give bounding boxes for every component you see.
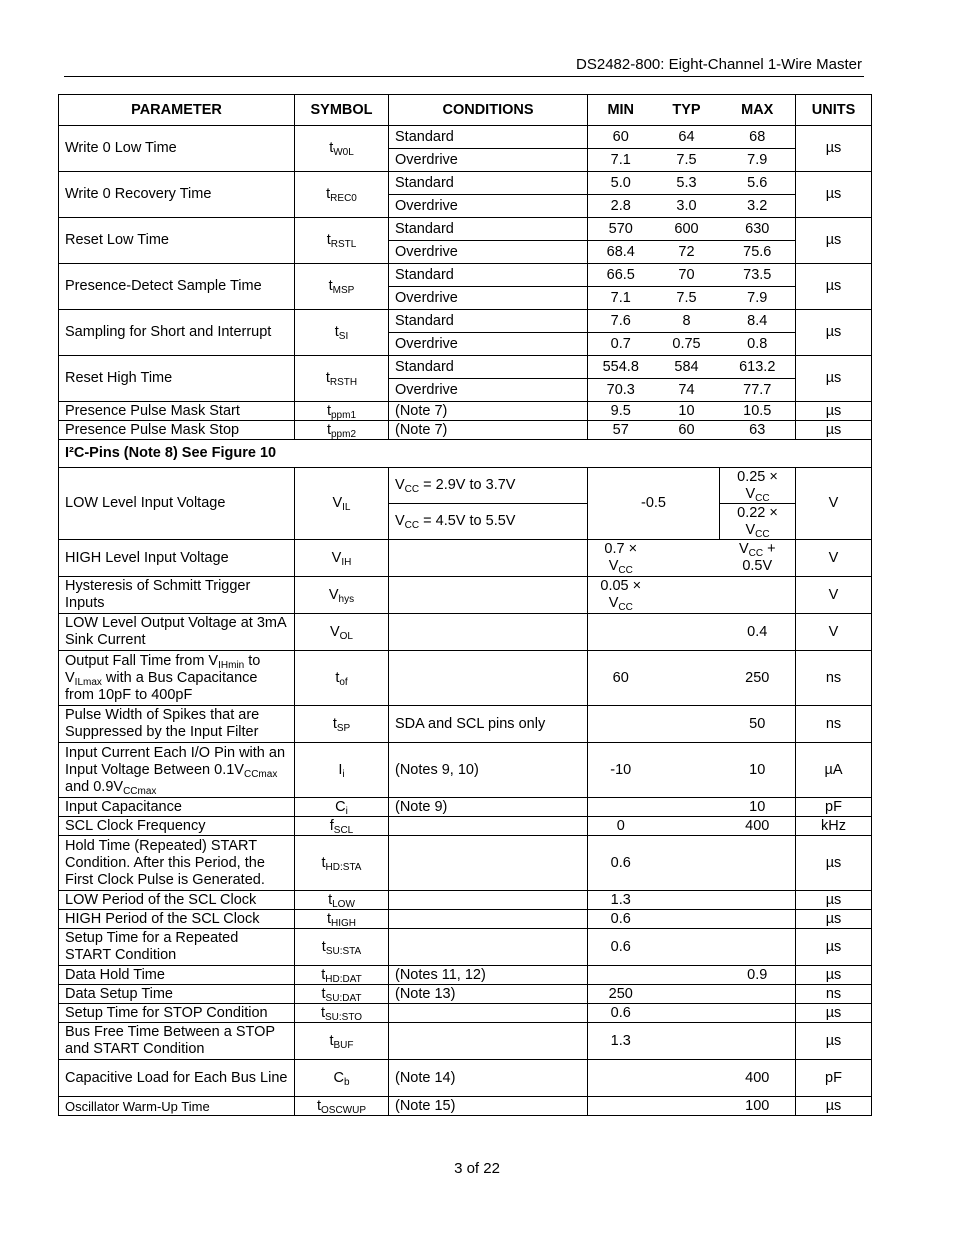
units-cell: µs: [796, 126, 872, 172]
param-cell: SCL Clock Frequency: [59, 817, 295, 836]
condition-cell: Standard: [389, 218, 588, 241]
max-cell: [720, 985, 796, 1004]
document-header-title: DS2482-800: Eight-Channel 1-Wire Master: [576, 56, 862, 73]
max-cell: 0.9: [720, 966, 796, 985]
param-cell: Sampling for Short and Interrupt: [59, 310, 295, 356]
min-cell: 66.5: [588, 264, 654, 287]
symbol-cell: $V_{hys}$: [295, 577, 389, 614]
condition-cell: Overdrive: [389, 333, 588, 356]
units-cell: µs: [796, 421, 872, 440]
min-cell: -0.5: [588, 468, 720, 540]
min-cell: 7.1: [588, 149, 654, 172]
min-cell: 0.7 × $V_{CC}$: [588, 540, 654, 577]
min-cell: 70.3: [588, 379, 654, 402]
condition-cell: (Note 14): [389, 1060, 588, 1097]
units-cell: pF: [796, 798, 872, 817]
typ-cell: [654, 910, 720, 929]
symbol-cell: $t_{MSP}$: [295, 264, 389, 310]
typ-cell: 3.0: [654, 195, 720, 218]
typ-cell: [654, 891, 720, 910]
min-cell: 5.0: [588, 172, 654, 195]
symbol-cell: $t_{REC0}$: [295, 172, 389, 218]
table-row: [59, 966, 872, 985]
typ-cell: 60: [654, 421, 720, 440]
typ-cell: 72: [654, 241, 720, 264]
condition-cell: $V_{CC} = 4.5V$ to 5.5V: [389, 504, 588, 540]
table-row: [59, 910, 872, 929]
min-cell: 554.8: [588, 356, 654, 379]
typ-cell: [654, 577, 720, 614]
max-cell: [720, 1023, 796, 1060]
param-cell: Write 0 Low Time: [59, 126, 295, 172]
symbol-cell: $t_{RSTL}$: [295, 218, 389, 264]
min-cell: 570: [588, 218, 654, 241]
header-max: MAX: [720, 95, 796, 126]
table-row: [59, 1004, 872, 1023]
table-row: [59, 577, 872, 614]
param-cell: LOW Level Input Voltage: [59, 468, 295, 540]
condition-cell: Standard: [389, 172, 588, 195]
condition-cell: Overdrive: [389, 241, 588, 264]
typ-cell: 70: [654, 264, 720, 287]
max-cell: 0.25 × $V_{CC}$: [720, 468, 796, 504]
symbol-cell: $t_{SP}$: [295, 706, 389, 743]
typ-cell: [654, 651, 720, 706]
condition-cell: Overdrive: [389, 379, 588, 402]
table-row: [59, 402, 872, 421]
max-cell: 400: [720, 1060, 796, 1097]
param-cell: Input Capacitance: [59, 798, 295, 817]
typ-cell: 64: [654, 126, 720, 149]
table-row: [59, 126, 872, 149]
max-cell: 100: [720, 1097, 796, 1116]
param-cell: Reset High Time: [59, 356, 295, 402]
units-cell: V: [796, 540, 872, 577]
condition-cell: (Notes 11, 12): [389, 966, 588, 985]
header-min: MIN: [588, 95, 654, 126]
condition-cell: $V_{CC} = 2.9V$ to 3.7V: [389, 468, 588, 504]
table-row: [59, 540, 872, 577]
max-cell: 400: [720, 817, 796, 836]
min-cell: 0.6: [588, 929, 654, 966]
units-cell: ns: [796, 651, 872, 706]
max-cell: 7.9: [720, 149, 796, 172]
typ-cell: 74: [654, 379, 720, 402]
min-cell: [588, 1097, 654, 1116]
param-cell: Capacitive Load for Each Bus Line: [59, 1060, 295, 1097]
symbol-cell: $t_{W0L}$: [295, 126, 389, 172]
param-cell: Bus Free Time Between a STOP and START Condition: [59, 1023, 295, 1060]
table-row: [59, 817, 872, 836]
symbol-cell: $V_{OL}$: [295, 614, 389, 651]
min-cell: 0.05 × $V_{CC}$: [588, 577, 654, 614]
condition-cell: (Note 7): [389, 402, 588, 421]
param-cell: HIGH Period of the SCL Clock: [59, 910, 295, 929]
typ-cell: [654, 1097, 720, 1116]
condition-cell: Overdrive: [389, 195, 588, 218]
typ-cell: 7.5: [654, 287, 720, 310]
symbol-cell: $t_{SU:STO}$: [295, 1004, 389, 1023]
condition-cell: Standard: [389, 126, 588, 149]
units-cell: µs: [796, 966, 872, 985]
max-cell: 8.4: [720, 310, 796, 333]
min-cell: 0.7: [588, 333, 654, 356]
units-cell: µs: [796, 172, 872, 218]
table-row: [59, 1023, 872, 1060]
units-cell: µs: [796, 1097, 872, 1116]
typ-cell: [654, 1004, 720, 1023]
header-parameter: PARAMETER: [59, 95, 295, 126]
min-cell: 2.8: [588, 195, 654, 218]
max-cell: [720, 577, 796, 614]
condition-cell: [389, 1004, 588, 1023]
condition-cell: (Note 13): [389, 985, 588, 1004]
min-cell: 7.6: [588, 310, 654, 333]
condition-cell: [389, 836, 588, 891]
condition-cell: [389, 910, 588, 929]
condition-cell: Standard: [389, 310, 588, 333]
min-cell: 1.3: [588, 891, 654, 910]
max-cell: 613.2: [720, 356, 796, 379]
table-row: [59, 421, 872, 440]
table-row: [59, 1097, 872, 1116]
table-row: [59, 706, 872, 743]
condition-cell: [389, 540, 588, 577]
header-symbol: SYMBOL: [295, 95, 389, 126]
condition-cell: [389, 929, 588, 966]
units-cell: V: [796, 614, 872, 651]
condition-cell: Overdrive: [389, 287, 588, 310]
typ-cell: 8: [654, 310, 720, 333]
units-cell: kHz: [796, 817, 872, 836]
param-cell: Hysteresis of Schmitt Trigger Inputs: [59, 577, 295, 614]
page-number: 3 of 22: [454, 1160, 500, 1177]
units-cell: µs: [796, 929, 872, 966]
param-cell: Presence-Detect Sample Time: [59, 264, 295, 310]
typ-cell: 10: [654, 402, 720, 421]
min-cell: 0: [588, 817, 654, 836]
max-cell: 63: [720, 421, 796, 440]
param-cell: LOW Period of the SCL Clock: [59, 891, 295, 910]
table-row: [59, 218, 872, 241]
header-conditions: CONDITIONS: [389, 95, 588, 126]
units-cell: µA: [796, 743, 872, 798]
symbol-cell: $V_{IH}$: [295, 540, 389, 577]
units-cell: µs: [796, 891, 872, 910]
units-cell: µs: [796, 910, 872, 929]
max-cell: [720, 1004, 796, 1023]
units-cell: ns: [796, 985, 872, 1004]
max-cell: 10.5: [720, 402, 796, 421]
condition-cell: (Note 9): [389, 798, 588, 817]
units-cell: µs: [796, 1004, 872, 1023]
units-cell: µs: [796, 1023, 872, 1060]
max-cell: 73.5: [720, 264, 796, 287]
table-row: [59, 310, 872, 333]
min-cell: [588, 798, 654, 817]
param-cell: Hold Time (Repeated) START Condition. After this Period, the First Clock Pulse is Generated.: [59, 836, 295, 891]
condition-cell: [389, 1023, 588, 1060]
param-cell: Presence Pulse Mask Stop: [59, 421, 295, 440]
typ-cell: [654, 1060, 720, 1097]
units-cell: V: [796, 577, 872, 614]
min-cell: 7.1: [588, 287, 654, 310]
max-cell: 10: [720, 798, 796, 817]
table-row: [59, 468, 872, 504]
param-cell: Data Setup Time: [59, 985, 295, 1004]
symbol-cell: $t_{HD:DAT}$: [295, 966, 389, 985]
typ-cell: [654, 985, 720, 1004]
symbol-cell: $V_{IL}$: [295, 468, 389, 540]
typ-cell: 584: [654, 356, 720, 379]
param-cell: Input Current Each I/O Pin with an Input Voltage Between $0.1V_{CCmax}$ and $0.9V_{CCmax}$: [59, 743, 295, 798]
electrical-characteristics-table: [58, 94, 872, 1116]
param-cell: Write 0 Recovery Time: [59, 172, 295, 218]
condition-cell: [389, 577, 588, 614]
min-cell: 0.6: [588, 1004, 654, 1023]
table-row: [59, 264, 872, 287]
symbol-cell: $t_{SU:STA}$: [295, 929, 389, 966]
typ-cell: [654, 1023, 720, 1060]
max-cell: [720, 910, 796, 929]
max-cell: 3.2: [720, 195, 796, 218]
max-cell: 68: [720, 126, 796, 149]
max-cell: 250: [720, 651, 796, 706]
param-cell: HIGH Level Input Voltage: [59, 540, 295, 577]
typ-cell: 5.3: [654, 172, 720, 195]
symbol-cell: $t_{HIGH}$: [295, 910, 389, 929]
table-row: [59, 356, 872, 379]
units-cell: µs: [796, 264, 872, 310]
max-cell: [720, 836, 796, 891]
param-cell: Setup Time for STOP Condition: [59, 1004, 295, 1023]
condition-cell: Overdrive: [389, 149, 588, 172]
table-row: [59, 891, 872, 910]
condition-cell: SDA and SCL pins only: [389, 706, 588, 743]
table-row: [59, 929, 872, 966]
table-row: [59, 798, 872, 817]
max-cell: $V_{CC}$ + 0.5V: [720, 540, 796, 577]
param-cell: Output Fall Time from $V_{IHmin}$ to $V_{ILmax}$ with a Bus Capacitance from 10pF to 400pF: [59, 651, 295, 706]
typ-cell: [654, 706, 720, 743]
table-row: [59, 1060, 872, 1097]
typ-cell: 7.5: [654, 149, 720, 172]
min-cell: -10: [588, 743, 654, 798]
symbol-cell: $t_{ppm2}$: [295, 421, 389, 440]
typ-cell: [654, 966, 720, 985]
max-cell: 7.9: [720, 287, 796, 310]
min-cell: [588, 706, 654, 743]
max-cell: [720, 929, 796, 966]
units-cell: µs: [796, 836, 872, 891]
table-row: [59, 651, 872, 706]
section-heading-i2c: I²C-Pins (Note 8) See Figure 10: [59, 440, 872, 468]
min-cell: 250: [588, 985, 654, 1004]
header-divider: [64, 76, 864, 77]
max-cell: 50: [720, 706, 796, 743]
condition-cell: [389, 817, 588, 836]
symbol-cell: $t_{HD:STA}$: [295, 836, 389, 891]
min-cell: 60: [588, 126, 654, 149]
units-cell: µs: [796, 356, 872, 402]
header-units: UNITS: [796, 95, 872, 126]
table-header-row: [59, 95, 872, 126]
typ-cell: [654, 817, 720, 836]
table-row: [59, 743, 872, 798]
param-cell: Oscillator Warm-Up Time: [59, 1097, 295, 1116]
param-cell: Data Hold Time: [59, 966, 295, 985]
min-cell: [588, 966, 654, 985]
condition-cell: Standard: [389, 264, 588, 287]
symbol-cell: $I_i$: [295, 743, 389, 798]
typ-cell: 0.75: [654, 333, 720, 356]
min-cell: 68.4: [588, 241, 654, 264]
param-cell: Reset Low Time: [59, 218, 295, 264]
symbol-cell: $t_{BUF}$: [295, 1023, 389, 1060]
units-cell: µs: [796, 218, 872, 264]
units-cell: ns: [796, 706, 872, 743]
param-cell: LOW Level Output Voltage at 3mA Sink Current: [59, 614, 295, 651]
typ-cell: [654, 614, 720, 651]
typ-cell: [654, 929, 720, 966]
condition-cell: [389, 614, 588, 651]
units-cell: µs: [796, 310, 872, 356]
param-cell: Presence Pulse Mask Start: [59, 402, 295, 421]
header-typ: TYP: [654, 95, 720, 126]
condition-cell: Standard: [389, 356, 588, 379]
units-cell: µs: [796, 402, 872, 421]
symbol-cell: $t_{SI}$: [295, 310, 389, 356]
typ-cell: [654, 540, 720, 577]
table-row: [59, 172, 872, 195]
symbol-cell: $t_{SU:DAT}$: [295, 985, 389, 1004]
condition-cell: (Note 15): [389, 1097, 588, 1116]
condition-cell: (Notes 9, 10): [389, 743, 588, 798]
units-cell: V: [796, 468, 872, 540]
symbol-cell: $t_{of}$: [295, 651, 389, 706]
condition-cell: (Note 7): [389, 421, 588, 440]
min-cell: 57: [588, 421, 654, 440]
max-cell: 5.6: [720, 172, 796, 195]
table-row: [59, 836, 872, 891]
max-cell: 0.4: [720, 614, 796, 651]
units-cell: pF: [796, 1060, 872, 1097]
typ-cell: 600: [654, 218, 720, 241]
symbol-cell: $t_{ppm1}$: [295, 402, 389, 421]
condition-cell: [389, 891, 588, 910]
typ-cell: [654, 798, 720, 817]
typ-cell: [654, 836, 720, 891]
max-cell: 0.22 × $V_{CC}$: [720, 504, 796, 540]
param-cell: Pulse Width of Spikes that are Suppressed by the Input Filter: [59, 706, 295, 743]
min-cell: 0.6: [588, 910, 654, 929]
table-row: [59, 614, 872, 651]
max-cell: 630: [720, 218, 796, 241]
symbol-cell: $t_{RSTH}$: [295, 356, 389, 402]
symbol-cell: $t_{OSCWUP}$: [295, 1097, 389, 1116]
symbol-cell: $C_b$: [295, 1060, 389, 1097]
section-row: [59, 440, 872, 468]
min-cell: 9.5: [588, 402, 654, 421]
param-cell: Setup Time for a Repeated START Condition: [59, 929, 295, 966]
min-cell: [588, 614, 654, 651]
min-cell: [588, 1060, 654, 1097]
max-cell: 10: [720, 743, 796, 798]
max-cell: [720, 891, 796, 910]
symbol-cell: $C_i$: [295, 798, 389, 817]
condition-cell: [389, 651, 588, 706]
typ-cell: [654, 743, 720, 798]
symbol-cell: $t_{LOW}$: [295, 891, 389, 910]
min-cell: 0.6: [588, 836, 654, 891]
max-cell: 0.8: [720, 333, 796, 356]
symbol-cell: $f_{SCL}$: [295, 817, 389, 836]
max-cell: 75.6: [720, 241, 796, 264]
min-cell: 1.3: [588, 1023, 654, 1060]
table-row: [59, 985, 872, 1004]
max-cell: 77.7: [720, 379, 796, 402]
min-cell: 60: [588, 651, 654, 706]
